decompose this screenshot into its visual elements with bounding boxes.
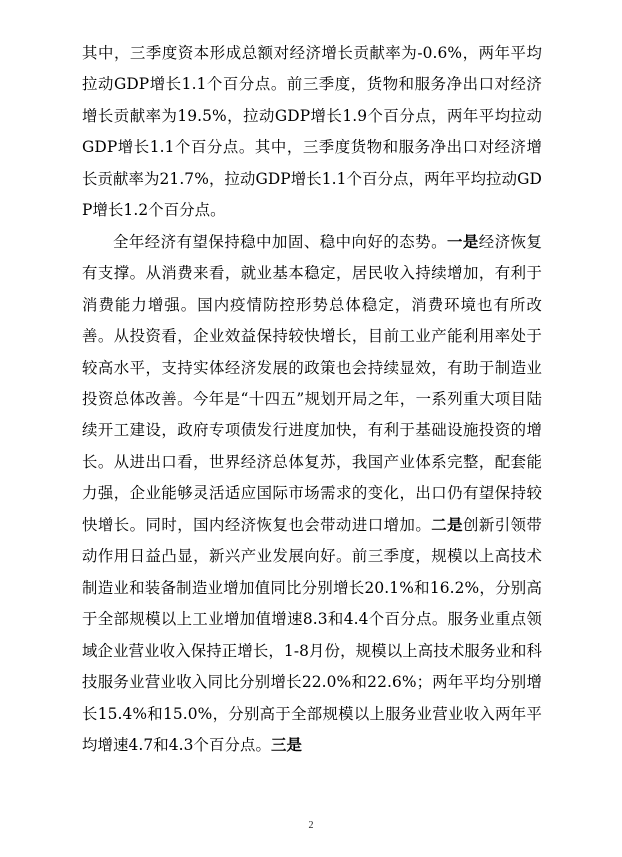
point-three-marker: 三是 [270,735,302,754]
paragraph-2-intro: 全年经济有望保持稳中加固、稳中向好的态势。 [113,232,447,251]
page-number: 2 [308,820,314,831]
point-one-text: 经济恢复有支撑。从消费来看，就业基本稳定，居民收入持续增加，有利于消费能力增强。国内疫情防控形势总体稳定，消费环境也有所改善。从投资看，企业效益保持较快增长，目前工业产能利用率处于较高水平，支持实体经济发展的政策也会持续显效，有助于制造业投资总体改善。今年是“十四五”规划开局之年，一系列重大项目陆续开工建设，政府专项债发行进度加快，有利于基础设施投资的增长。从进出口看，世界经济总体复苏，我国产业体系完整，配套能力强，企业能够灵活适应国际市场需求的变化，出口仍有望保持较快增长。同时，国内经济恢复也会带动进口增加。 [82,232,542,534]
paragraph-2 [82,227,542,762]
body-text [82,38,542,761]
paragraph-1-text: 其中，三季度资本形成总额对经济增长贡献率为-0.6%，两年平均拉动GDP增长1.1个百分点。前三季度，货物和服务净出口对经济增长贡献率为19.5%，拉动GDP增长1.9个百分点，两年平均拉动GDP增长1.1个百分点。其中，三季度货物和服务净出口对经济增长贡献率为21.7%，拉动GDP增长1.1个百分点，两年平均拉动GDP增长1.2个百分点。 [82,44,542,220]
point-two-text: 创新引领带动作用日益凸显，新兴产业发展向好。前三季度，规模以上高技术制造业和装备制造业增加值同比分别增长20.1%和16.2%，分别高于全部规模以上工业增加值增速8.3和4.4个百分点。服务业重点领域企业营业收入保持正增长，1-8月份，规模以上高技术服务业和科技服务业营业收入同比分别增长22.0%和22.6%；两年平均分别增长15.4%和15.0%，分别高于全部规模以上服务业营业收入两年平均增速4.7和4.3个百分点。 [82,515,542,754]
point-two-marker: 二是 [431,515,463,534]
paragraph-1 [82,38,542,227]
point-one-marker: 一是 [446,232,479,251]
